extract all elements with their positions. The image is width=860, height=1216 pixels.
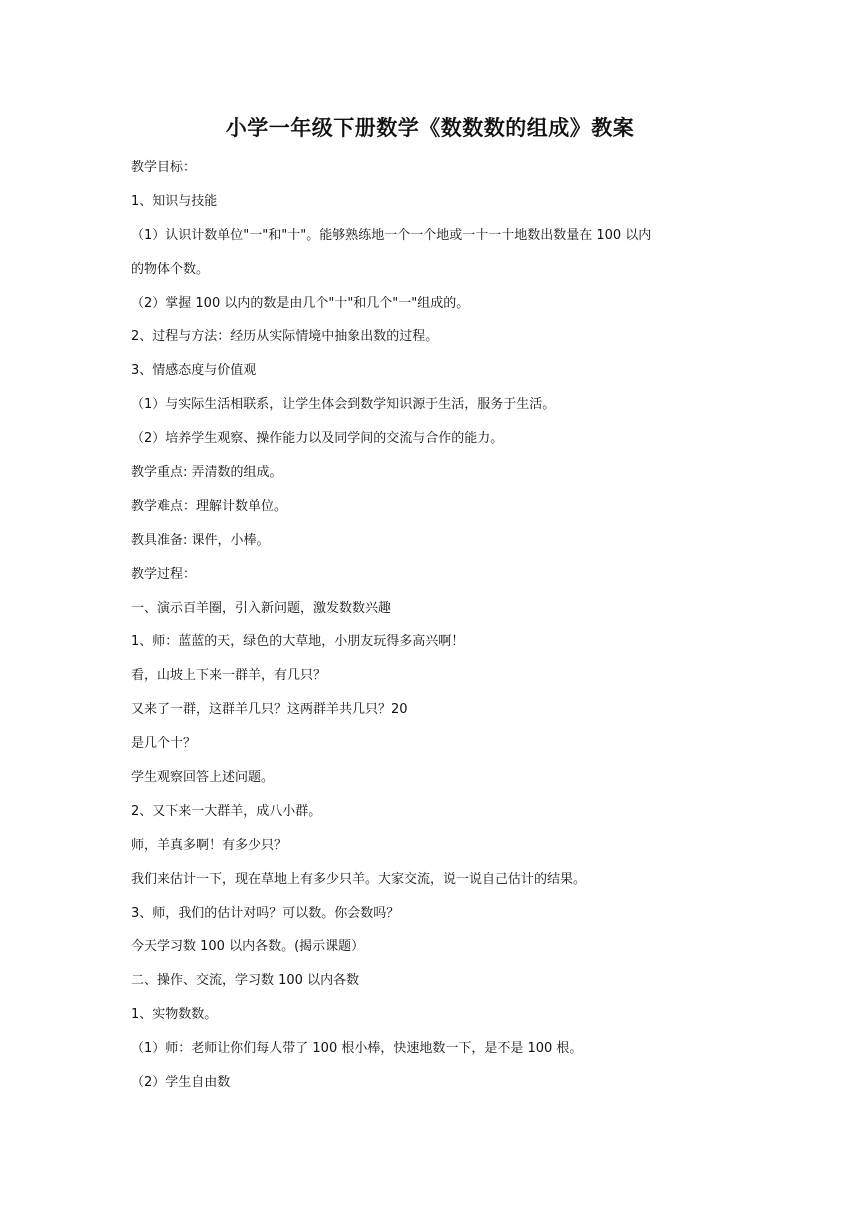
paragraph-line: （2）学生自由数 (131, 1075, 231, 1091)
paragraph-line: 教学难点：理解计数单位。 (131, 498, 288, 514)
document-body (131, 151, 751, 1100)
paragraph-line: 今天学习数 100 以内各数。(揭示课题） (131, 939, 365, 955)
paragraph-line: （1）师：老师让你们每人带了 100 根小棒，快速地数一下，是不是 100 根。 (131, 1041, 583, 1057)
paragraph-line: 学生观察回答上述问题。 (131, 770, 275, 786)
paragraph-line: 我们来估计一下，现在草地上有多少只羊。大家交流，说一说自己估计的结果。 (131, 871, 587, 887)
paragraph-line: 3、师，我们的估计对吗？可以数。你会数吗？ (131, 905, 400, 921)
paragraph-line: 1、实物数数。 (131, 1007, 218, 1023)
paragraph-line: 是几个十？ (131, 736, 197, 752)
paragraph-line: 一、演示百羊圈，引入新问题，激发数数兴趣 (131, 600, 392, 616)
paragraph-line: 看，山坡上下来一群羊，有几只？ (131, 668, 327, 684)
paragraph-line: 师，羊真多啊！有多少只？ (131, 837, 288, 853)
document-title: 小学一年级下册数学《数数数的组成》教案 (225, 116, 635, 140)
paragraph-line: 2、又下来一大群羊，成八小群。 (131, 803, 322, 819)
paragraph-line: 教具准备: 课件，小棒。 (131, 532, 270, 548)
paragraph-line: （1）与实际生活相联系，让学生体会到数学知识源于生活，服务于生活。 (131, 397, 556, 413)
paragraph-line: 教学过程： (131, 566, 197, 582)
paragraph-line: 教学重点: 弄清数的组成。 (131, 465, 283, 481)
paragraph-line: 二、操作、交流，学习数 100 以内各数 (131, 973, 360, 989)
paragraph-line: 3、情感态度与价值观 (131, 363, 257, 379)
paragraph-line: （1）认识计数单位"一"和"十"。能够熟练地一个一个地或一十一十地数出数量在 100 以内 (131, 227, 652, 243)
paragraph-line: 又来了一群，这群羊几只？这两群羊共几只？20 (131, 702, 408, 718)
paragraph-line: （2）掌握 100 以内的数是由几个"十"和几个"一"组成的。 (131, 295, 470, 311)
paragraph-line: 教学目标： (131, 160, 197, 175)
paragraph-line: 的物体个数。 (131, 261, 210, 277)
paragraph-line: 2、过程与方法：经历从实际情境中抽象出数的过程。 (131, 329, 439, 345)
paragraph-line: 1、知识与技能 (131, 193, 218, 209)
paragraph-line: 1、师：蓝蓝的天，绿色的大草地，小朋友玩得多高兴啊！ (131, 634, 465, 650)
paragraph-line: （2）培养学生观察、操作能力以及同学间的交流与合作的能力。 (131, 431, 504, 447)
